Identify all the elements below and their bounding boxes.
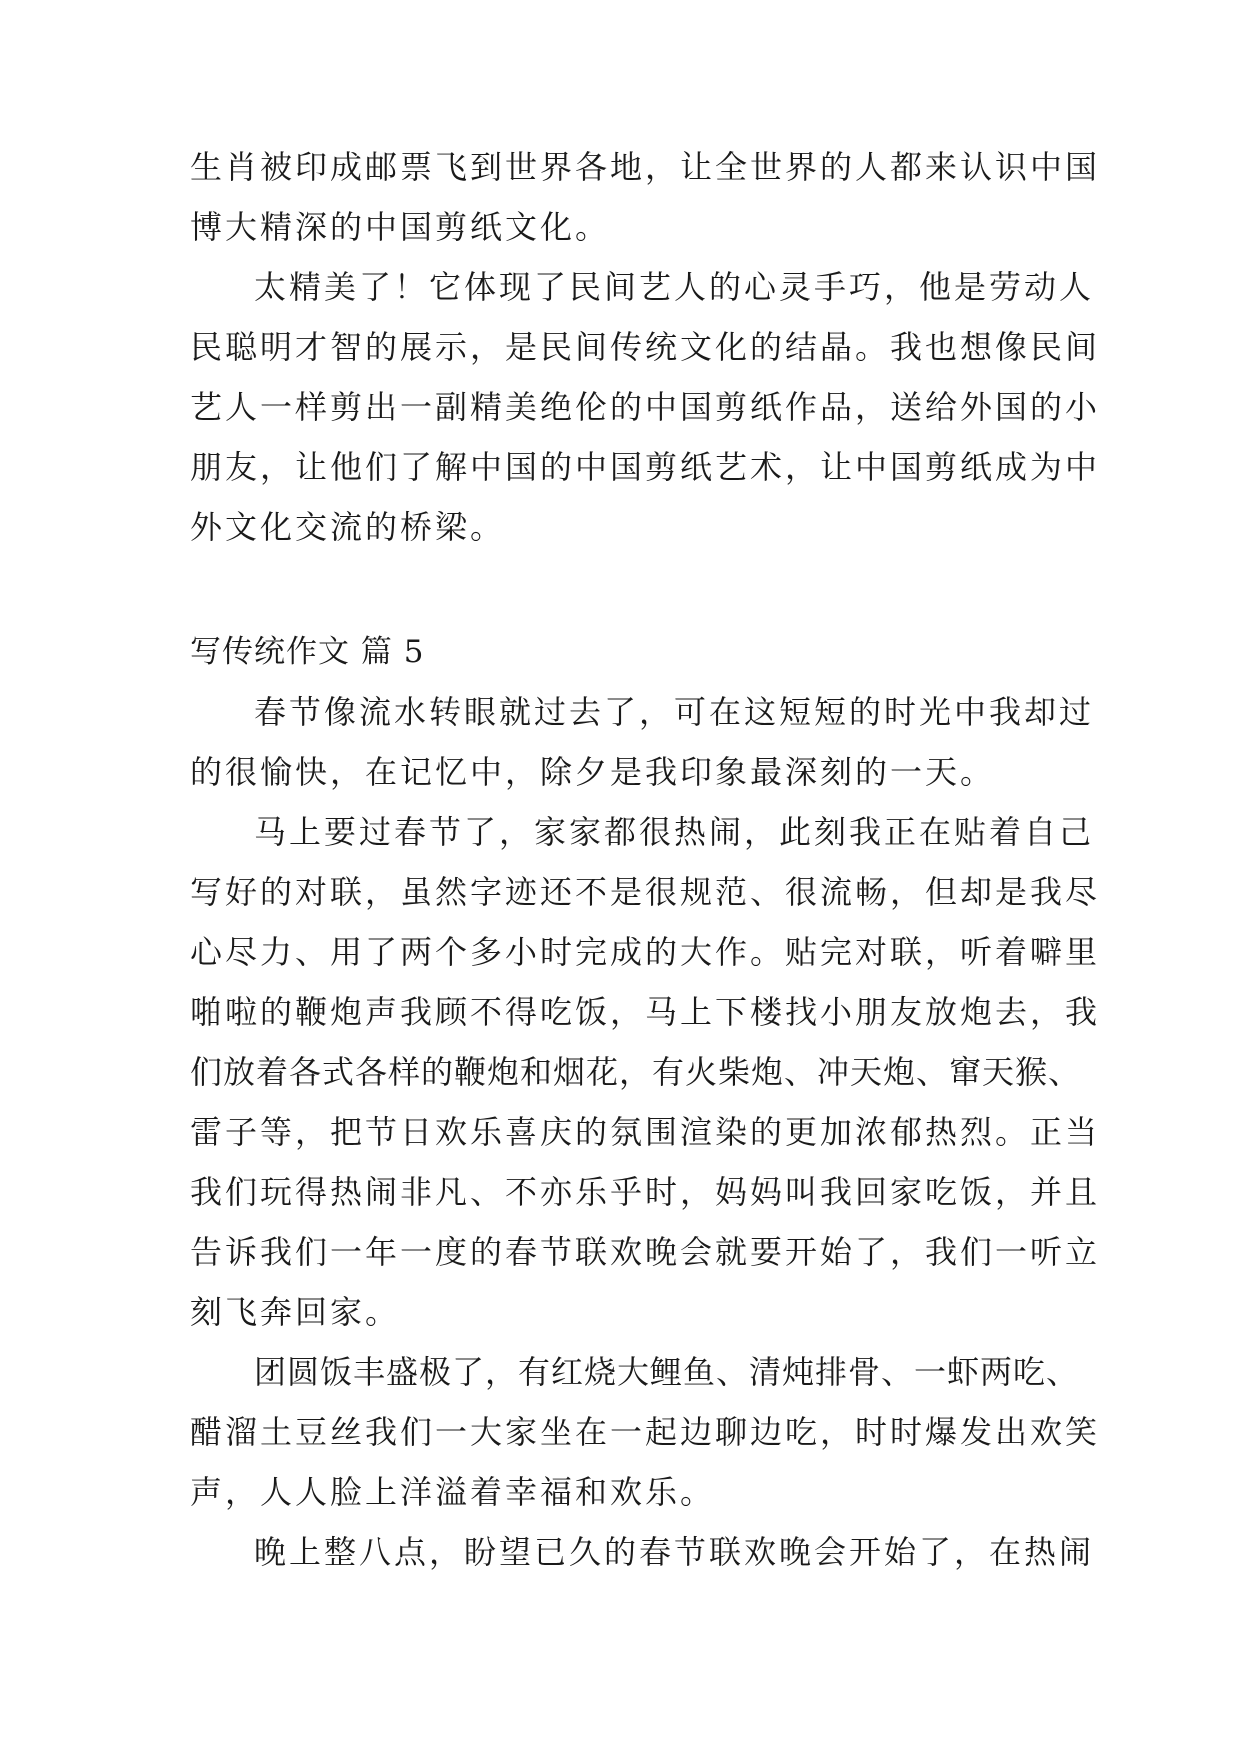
paragraph-line: 告诉我们一年一度的春节联欢晚会就要开始了，我们一听立 <box>190 1233 1101 1271</box>
paragraph-line: 外文化交流的桥梁。 <box>190 508 506 546</box>
paragraph-line: 艺人一样剪出一副精美绝伦的中国剪纸作品，送给外国的小 <box>190 388 1101 426</box>
paragraph-line: 朋友，让他们了解中国的中国剪纸艺术，让中国剪纸成为中 <box>190 448 1101 486</box>
paragraph-line: 心尽力、用了两个多小时完成的大作。贴完对联，听着噼里 <box>190 933 1101 971</box>
section-heading: 写传统作文 篇 5 <box>190 634 425 670</box>
paragraph-line: 雷子等，把节日欢乐喜庆的氛围渲染的更加浓郁热烈。正当 <box>190 1113 1101 1151</box>
paragraph-line: 博大精深的中国剪纸文化。 <box>190 208 611 246</box>
paragraph-line: 醋溜土豆丝我们一大家坐在一起边聊边吃，时时爆发出欢笑 <box>190 1413 1101 1451</box>
paragraph-line: 民聪明才智的展示，是民间传统文化的结晶。我也想像民间 <box>190 328 1101 366</box>
paragraph-line: 晚上整八点，盼望已久的春节联欢晚会开始了，在热闹 <box>254 1533 1095 1571</box>
paragraph-line: 太精美了！它体现了民间艺人的心灵手巧，他是劳动人 <box>254 268 1095 306</box>
paragraph-line: 啪啦的鞭炮声我顾不得吃饭，马上下楼找小朋友放炮去，我 <box>190 993 1101 1031</box>
paragraph-line: 我们玩得热闹非凡、不亦乐乎时，妈妈叫我回家吃饭，并且 <box>190 1173 1101 1211</box>
paragraph-line: 团圆饭丰盛极了，有红烧大鲤鱼、清炖排骨、一虾两吃、 <box>254 1353 1080 1391</box>
paragraph-line: 生肖被印成邮票飞到世界各地，让全世界的人都来认识中国 <box>190 148 1101 186</box>
paragraph-line: 写好的对联，虽然字迹还不是很规范、很流畅，但却是我尽 <box>190 873 1101 911</box>
paragraph-line: 们放着各式各样的鞭炮和烟花，有火柴炮、冲天炮、窜天猴、 <box>190 1053 1082 1091</box>
paragraph-line: 春节像流水转眼就过去了，可在这短短的时光中我却过 <box>254 693 1095 731</box>
paragraph-line: 的很愉快，在记忆中，除夕是我印象最深刻的一天。 <box>190 753 996 791</box>
paragraph-line: 刻飞奔回家。 <box>190 1293 401 1331</box>
paragraph-line: 声，人人脸上洋溢着幸福和欢乐。 <box>190 1473 716 1511</box>
paragraph-line: 马上要过春节了，家家都很热闹，此刻我正在贴着自己 <box>254 813 1095 851</box>
